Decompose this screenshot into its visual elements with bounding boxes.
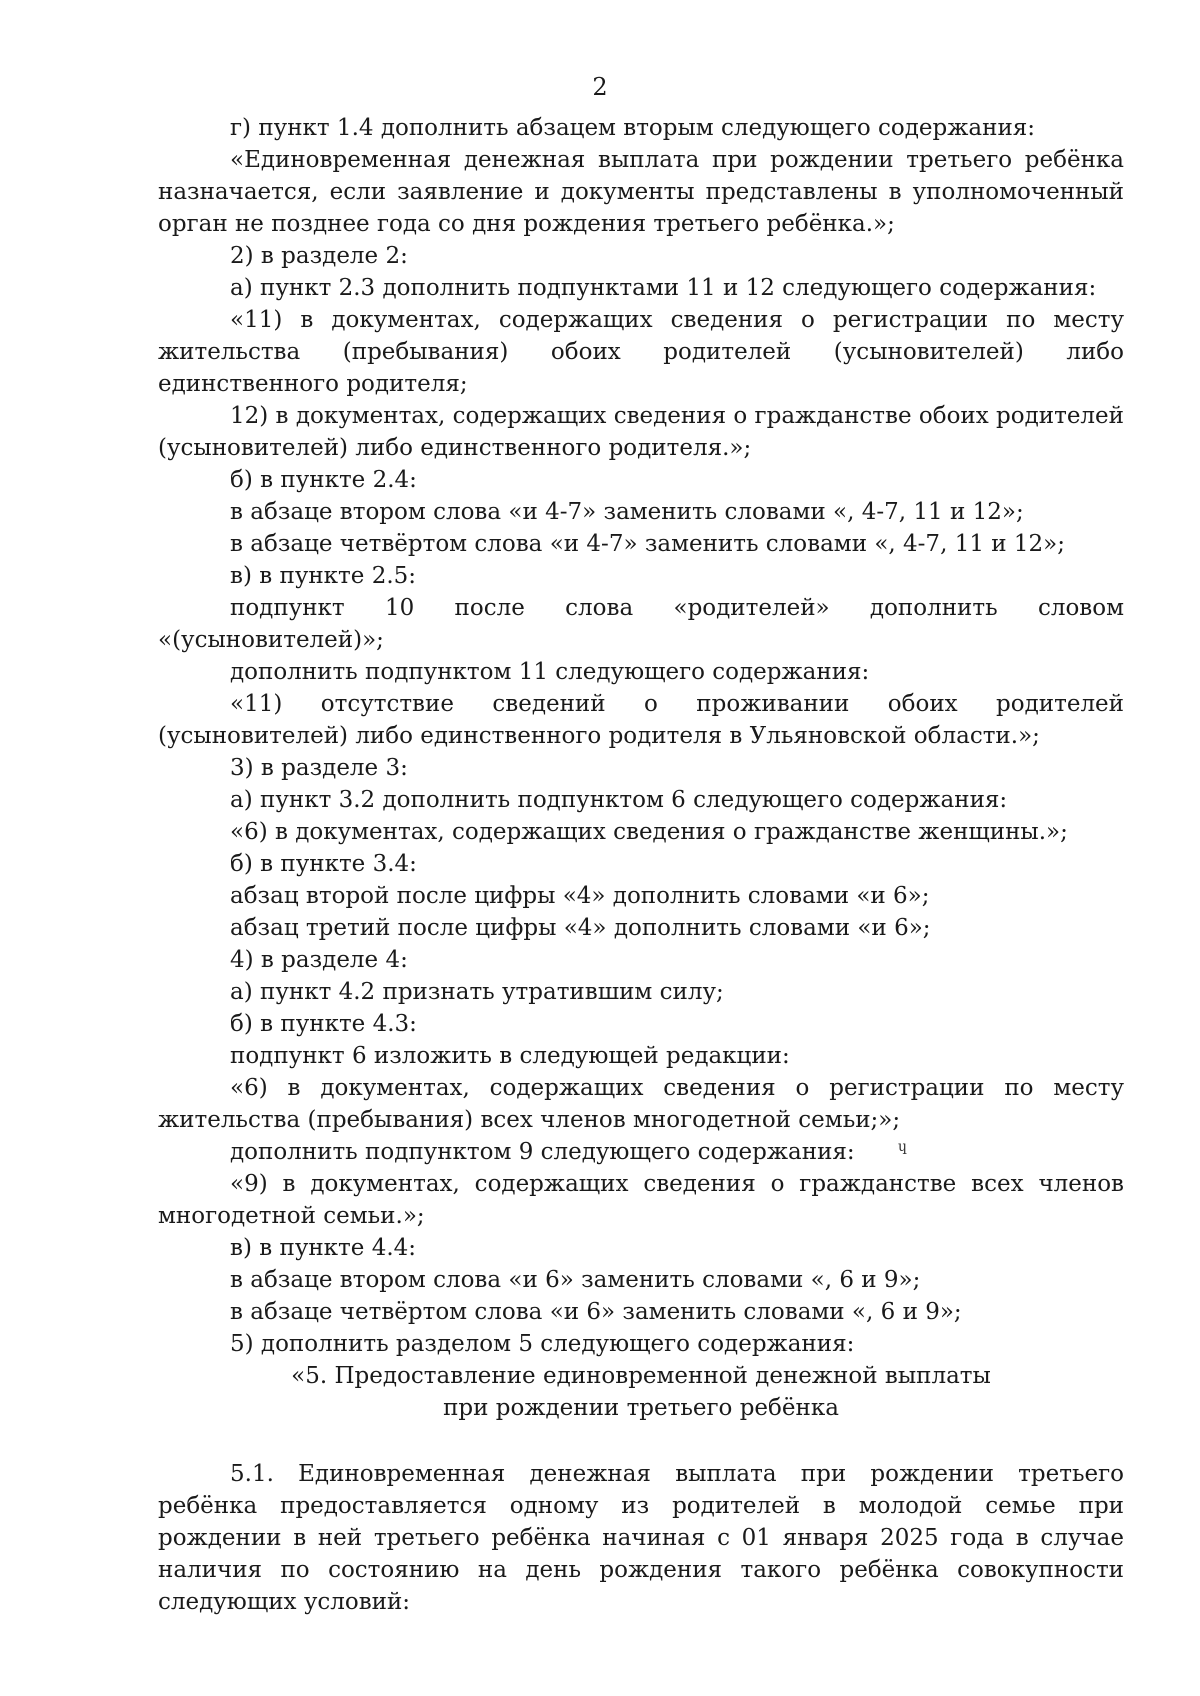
final-paragraph: 5.1. Единовременная денежная выплата при рождении третьего ребёнка предоставляется одному из родителей в молодой семье при рождении в ней третьего ребёнка начиная с 01 января 2025 года в случае наличия по состоянию на день рождения такого ребёнка совокупности следующих условий: bbox=[158, 1461, 1124, 1615]
paragraph-3: 2) в разделе 2: bbox=[230, 243, 408, 269]
paragraph-27: в) в пункте 4.4: bbox=[230, 1235, 417, 1261]
section-heading-line-2: при рождении третьего ребёнка bbox=[443, 1395, 839, 1421]
paragraph-2: «Единовременная денежная выплата при рождении третьего ребёнка назначается, если заявление и документы представлены в уполномоченный орган не позднее года со дня рождения третьего ребёнка.»; bbox=[158, 147, 1124, 237]
paragraph-6: 12) в документах, содержащих сведения о гражданстве обоих родителей (усыновителей) либо единственного родителя.»; bbox=[158, 403, 1124, 461]
document-body bbox=[158, 112, 1124, 1618]
paragraph-1: г) пункт 1.4 дополнить абзацем вторым следующего содержания: bbox=[230, 115, 1036, 141]
paragraph-23: подпункт 6 изложить в следующей редакции: bbox=[230, 1043, 790, 1069]
paragraph-5: «11) в документах, содержащих сведения о регистрации по месту жительства (пребывания) обоих родителей (усыновителей) либо единственного родителя; bbox=[158, 307, 1124, 397]
paragraph-12: дополнить подпунктом 11 следующего содержания: bbox=[230, 659, 870, 685]
paragraph-9: в абзаце четвёртом слова «и 4-7» заменить словами «, 4-7, 11 и 12»; bbox=[230, 531, 1065, 557]
paragraph-14: 3) в разделе 3: bbox=[230, 755, 408, 781]
paragraph-25: дополнить подпунктом 9 следующего содержания: bbox=[230, 1139, 855, 1165]
paragraph-7: б) в пункте 2.4: bbox=[230, 467, 417, 493]
paragraph-24: «6) в документах, содержащих сведения о регистрации по месту жительства (пребывания) всех членов многодетной семьи;»; bbox=[158, 1075, 1124, 1133]
paragraph-18: абзац второй после цифры «4» дополнить словами «и 6»; bbox=[230, 883, 930, 909]
paragraph-10: в) в пункте 2.5: bbox=[230, 563, 417, 589]
paragraph-29: в абзаце четвёртом слова «и 6» заменить словами «, 6 и 9»; bbox=[230, 1299, 962, 1325]
stray-pen-mark-icon: ɥ bbox=[898, 1139, 908, 1155]
paragraph-13: «11) отсутствие сведений о проживании обоих родителей (усыновителей) либо единственного родителя в Ульяновской области.»; bbox=[158, 691, 1124, 749]
paragraph-8: в абзаце втором слова «и 4-7» заменить словами «, 4-7, 11 и 12»; bbox=[230, 499, 1024, 525]
paragraph-30: 5) дополнить разделом 5 следующего содержания: bbox=[230, 1331, 855, 1357]
paragraph-15: а) пункт 3.2 дополнить подпунктом 6 следующего содержания: bbox=[230, 787, 1008, 813]
paragraph-28: в абзаце втором слова «и 6» заменить словами «, 6 и 9»; bbox=[230, 1267, 921, 1293]
paragraph-26: «9) в документах, содержащих сведения о гражданстве всех членов многодетной семьи.»; bbox=[158, 1171, 1124, 1229]
paragraph-4: а) пункт 2.3 дополнить подпунктами 11 и 12 следующего содержания: bbox=[230, 275, 1097, 301]
page-number: 2 bbox=[592, 73, 608, 101]
paragraph-21: а) пункт 4.2 признать утратившим силу; bbox=[230, 979, 724, 1005]
paragraph-17: б) в пункте 3.4: bbox=[230, 851, 417, 877]
paragraph-19: абзац третий после цифры «4» дополнить словами «и 6»; bbox=[230, 915, 931, 941]
paragraph-22: б) в пункте 4.3: bbox=[230, 1011, 417, 1037]
paragraph-11: подпункт 10 после слова «родителей» дополнить словом «(усыновителей)»; bbox=[158, 595, 1124, 653]
section-heading-line-1: «5. Предоставление единовременной денежной выплаты bbox=[291, 1363, 991, 1389]
paragraph-16: «6) в документах, содержащих сведения о гражданстве женщины.»; bbox=[230, 819, 1068, 845]
paragraph-20: 4) в разделе 4: bbox=[230, 947, 408, 973]
